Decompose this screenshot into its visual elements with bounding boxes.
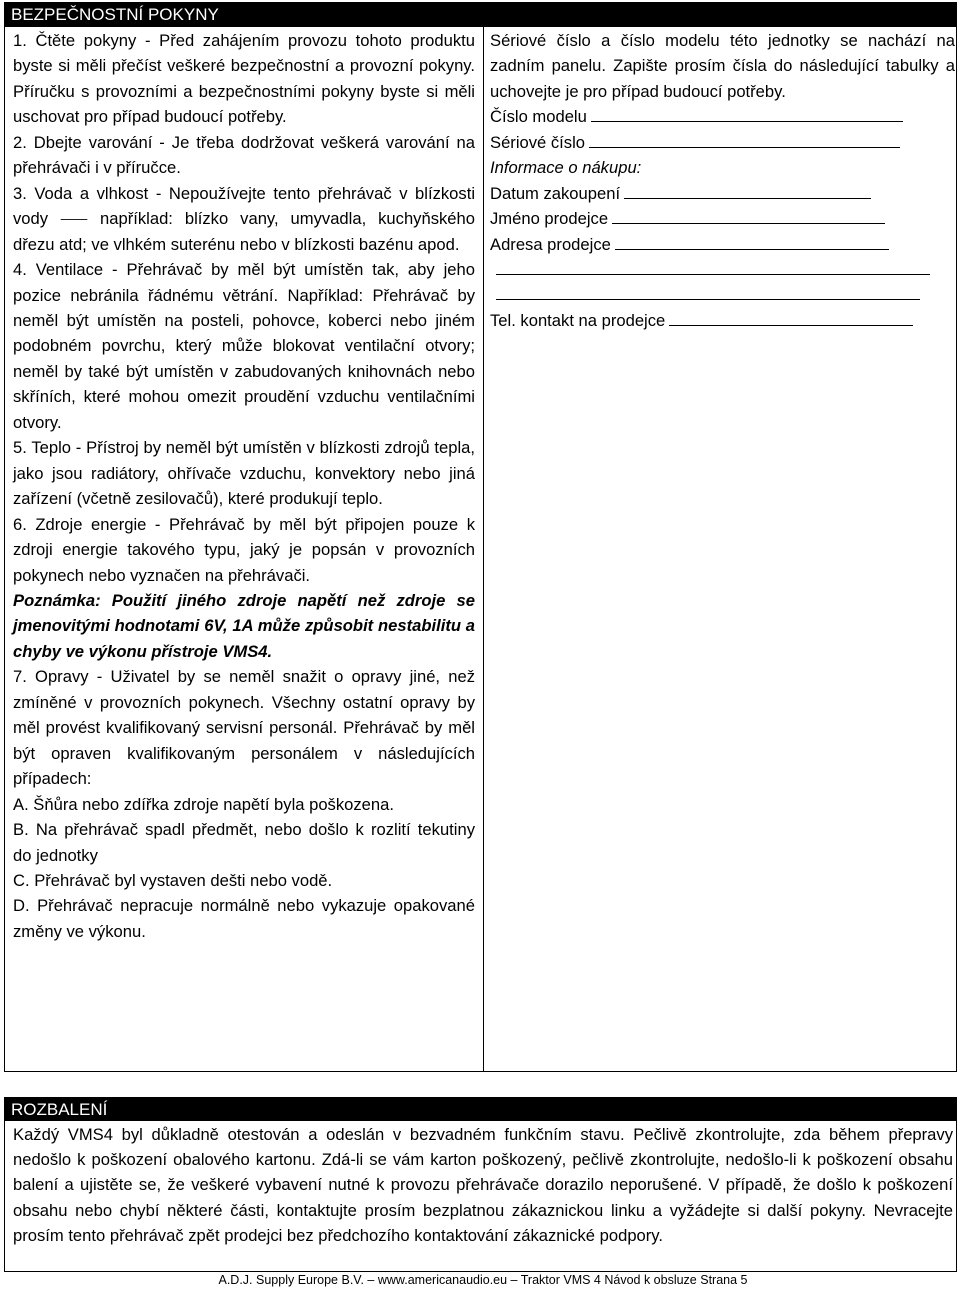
dealer-name-label: Jméno prodejce: [490, 209, 609, 229]
serial-number-intro: Sériové číslo a číslo modelu této jednotky se nachází na zadním panelu. Zapište prosím čísla do následující tabulky a uchovejte je pro případ budoucí potřeby.: [490, 31, 955, 101]
purchase-date-field[interactable]: [624, 181, 871, 199]
dealer-address-extra-row-1: [490, 257, 955, 282]
power-supply-note: Poznámka: Použití jiného zdroje napětí než zdroje se jmenovitými hodnotami 6V, 1A může způsobit nestabilitu a chyby ve výkonu přístroje VMS4.: [13, 590, 475, 661]
model-number-label: Číslo modelu: [490, 107, 587, 127]
dealer-address-extra-field-1[interactable]: [496, 257, 930, 275]
unpacking-section: [4, 1097, 957, 1272]
safety-item-ventilation: 4. Ventilace - Přehrávač by měl být umístěn tak, aby jeho pozice nebránila řádnému větrání. Například: Přehrávač by neměl být umístěn na posteli, pohovce, koberci nebo jiném podobném povrchu, který může blokovat ventilační otvory; neměl by také být umístěn v zabudovaných knihovnách nebo skříních, které mohou omezit proudění vzduchu ventilačními otvory.: [13, 260, 475, 432]
unpacking-text: Každý VMS4 byl důkladně otestován a odeslán v bezvadném funkčním stavu. Pečlivě zkontrolujte, zda během přepravy nedošlo k poškození obalového kartonu. Zdá-li se vám karton poškozený, pečlivě zkontrolujte, nedošlo-li k poškození obsahu balení a ujistěte se, že veškeré vybavení nutné k provozu přehrávače dorazilo neporušené. V případě, že došlo k poškození obsahu nebo chybí některé části, kontaktujte prosím bezplatnou zákaznickou linku a vyžádejte si další pokyny. Nevracejte prosím tento přehrávač zpět prodejci bez předchozího kontaktování zákaznické podpory.: [13, 1125, 953, 1245]
product-record-form: [490, 28, 955, 333]
page-footer: A.D.J. Supply Europe B.V. – www.americanaudio.eu – Traktor VMS 4 Návod k obsluze Strana 5: [218, 1273, 748, 1287]
serial-number-field[interactable]: [589, 130, 900, 148]
safety-instructions-table: [4, 2, 957, 1072]
unpacking-heading: ROZBALENÍ: [5, 1098, 956, 1121]
model-number-row: [490, 104, 955, 129]
safety-item-heat: 5. Teplo - Přístroj by neměl být umístěn v blízkosti zdrojů tepla, jako jsou radiátory, ohřívače vzduchu, konvektory nebo jiná zařízení (včetně zesilovačů), které produkují teplo.: [13, 438, 475, 509]
servicing-case-c: C. Přehrávač byl vystaven dešti nebo vodě.: [13, 870, 333, 890]
dealer-name-row: [490, 206, 955, 231]
dealer-name-field[interactable]: [612, 206, 885, 224]
dealer-address-field[interactable]: [615, 232, 889, 250]
column-divider: [483, 27, 484, 1071]
serial-number-row: [490, 130, 955, 155]
dealer-address-extra-field-2[interactable]: [496, 282, 920, 300]
dealer-contact-row: [490, 308, 955, 333]
safety-instructions-heading: BEZPEČNOSTNÍ POKYNY: [5, 3, 956, 27]
purchase-date-row: [490, 181, 955, 206]
servicing-case-d: D. Přehrávač nepracuje normálně nebo vykazuje opakované změny ve výkonu.: [13, 896, 475, 941]
purchase-info-heading: Informace o nákupu:: [490, 158, 642, 178]
dealer-address-label: Adresa prodejce: [490, 234, 611, 254]
model-number-field[interactable]: [591, 104, 903, 122]
safety-item-servicing: 7. Opravy - Uživatel by se neměl snažit o opravy jiné, než zmíněné v provozních pokynech. Všechny ostatní opravy by měl provést kvalifikovaný servisní personál. Přehrávač by měl být opraven kvalifikovaným personálem v následujících případech:: [13, 667, 475, 789]
dealer-contact-label: Tel. kontakt na prodejce: [490, 310, 666, 330]
safety-item-water-moisture: 3. Voda a vlhkost - Nepoužívejte tento přehrávač v blízkosti vody ⸺ například: blízko vany, umyvadla, kuchyňského dřezu atd; ve vlhkém suterénu nebo v blízkosti bazénu apod.: [13, 183, 475, 254]
servicing-case-a: A. Šňůra nebo zdířka zdroje napětí byla poškozena.: [13, 794, 394, 814]
purchase-date-label: Datum zakoupení: [490, 183, 621, 203]
dealer-contact-field[interactable]: [669, 308, 913, 326]
safety-item-power-sources: 6. Zdroje energie - Přehrávač by měl být připojen pouze k zdroji energie takového typu, jaký je popsán v provozních pokynech nebo vyznačen na přehrávači.: [13, 514, 475, 585]
serial-number-label: Sériové číslo: [490, 132, 585, 152]
dealer-address-row: [490, 232, 955, 257]
safety-item-heed-warnings: 2. Dbejte varování - Je třeba dodržovat veškerá varování na přehrávači i v příručce.: [13, 132, 475, 178]
servicing-case-b: B. Na přehrávač spadl předmět, nebo došlo k rozlití tekutiny do jednotky: [13, 820, 475, 865]
safety-item-read-instructions: 1. Čtěte pokyny - Před zahájením provozu tohoto produktu byste si měli přečíst veškeré bezpečnostní a provozní pokyny. Příručku s provozními a bezpečnostními pokyny byste si měli uschovat pro případ budoucí potřeby.: [13, 31, 475, 127]
dealer-address-extra-row-2: [490, 282, 955, 307]
safety-instructions-list: [13, 28, 475, 944]
